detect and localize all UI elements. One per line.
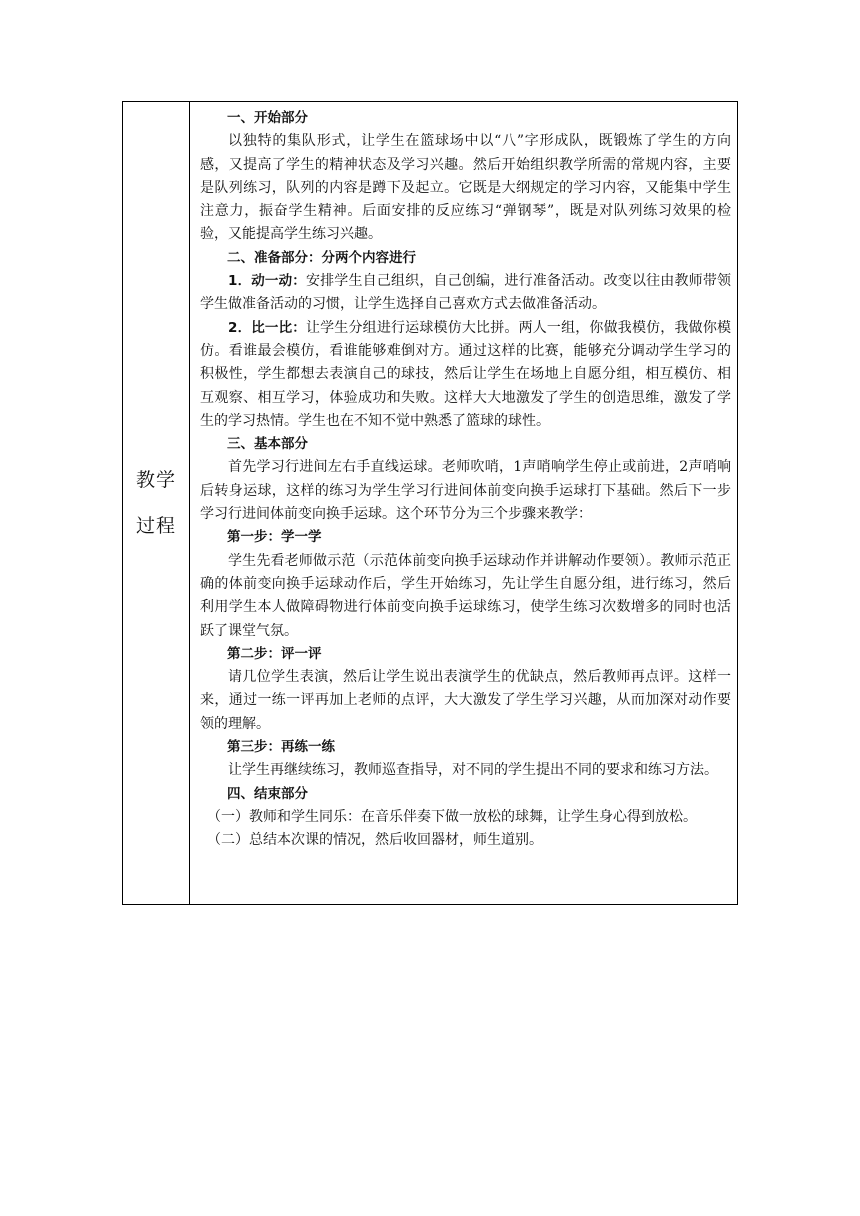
step-2-heading: 第二步：评一评 [227,645,322,662]
lesson-table [122,101,738,905]
row-label-cell [123,102,190,904]
section-heading-start: 一、开始部分 [227,110,308,126]
end-item-2: （二）总结本次课的情况，然后收回器材，师生道别。 [207,832,543,849]
prep-item-2-lead: 2．比一比： [228,319,306,336]
section-heading-basic: 三、基本部分 [227,436,308,453]
content-cell [190,102,737,904]
section-basic-paragraph: 首先学习行进间左右手直线运球。老师吹哨，1声哨响学生停止或前进，2声哨响后转身运球，这样的练习为学生学习行进间体前变向换手运球打下基础。然后下一步学习行进间体前变向换手运球。这个环节分为三个步骤来教学： [200,459,731,523]
prep-item-1-lead: 1．动一动： [228,273,306,290]
end-item-1: （一）教师和学生同乐：在音乐伴奏下做一放松的球舞，让学生身心得到放松。 [207,808,697,825]
row-label-line-1: 教学 [135,469,176,491]
prep-item-2-text: 让学生分组进行运球模仿大比拼。两人一组，你做我模仿，我做你模仿。看谁最会模仿，看谁能够难倒对方。通过这样的比赛，能够充分调动学生学习的积极性，学生都想去表演自己的球技，然后让学生在场地上自愿分组，相互模仿、相互观察、相互学习，体验成功和失败。这样大大地激发了学生的创造思维，激发了学生的学习热情。学生也在不知不觉中熟悉了篮球的球性。 [200,319,732,429]
step-2-text: 请几位学生表演，然后让学生说出表演学生的优缺点，然后教师再点评。这样一来，通过一练一评再加上老师的点评，大大激发了学生学习兴趣，从而加深对动作要领的理解。 [200,669,731,732]
row-label-line-2: 过程 [135,515,176,537]
step-3-heading: 第三步：再练一练 [227,739,335,756]
prep-item-1-text: 安排学生自己组织，自己创编，进行准备活动。改变以往由教师带领学生做准备活动的习惯，让学生选择自己喜欢方式去做准备活动。 [200,273,732,313]
section-heading-end: 四、结束部分 [227,785,308,802]
prep-item-2 [200,317,731,433]
step-1-text: 学生先看老师做示范（示范体前变向换手运球动作并讲解动作要领）。教师示范正确的体前变向换手运球动作后，学生开始练习，先让学生自愿分组，进行练习，然后利用学生本人做障碍物进行体前变向换手运球练习，使学生练习次数增多的同时也活跃了课堂气氛。 [200,552,731,639]
prep-item-1 [200,270,731,317]
step-1-heading: 第一步：学一学 [227,529,322,546]
step-3-text: 让学生再继续练习，教师巡查指导，对不同的学生提出不同的要求和练习方法。 [228,762,718,779]
section-start-paragraph: 以独特的集队形式，让学生在篮球场中以“八”字形成队，既锻炼了学生的方向感，又提高了学生的精神状态及学习兴趣。然后开始组织教学所需的常规内容，主要是队列练习，队列的内容是蹲下及起立。它既是大纲规定的学习内容，又能集中学生注意力，振奋学生精神。后面安排的反应练习“弹钢琴”，既是对队列练习效果的检验，又能提高学生练习兴趣。 [200,133,731,243]
section-heading-prep: 二、准备部分：分两个内容进行 [227,249,416,266]
